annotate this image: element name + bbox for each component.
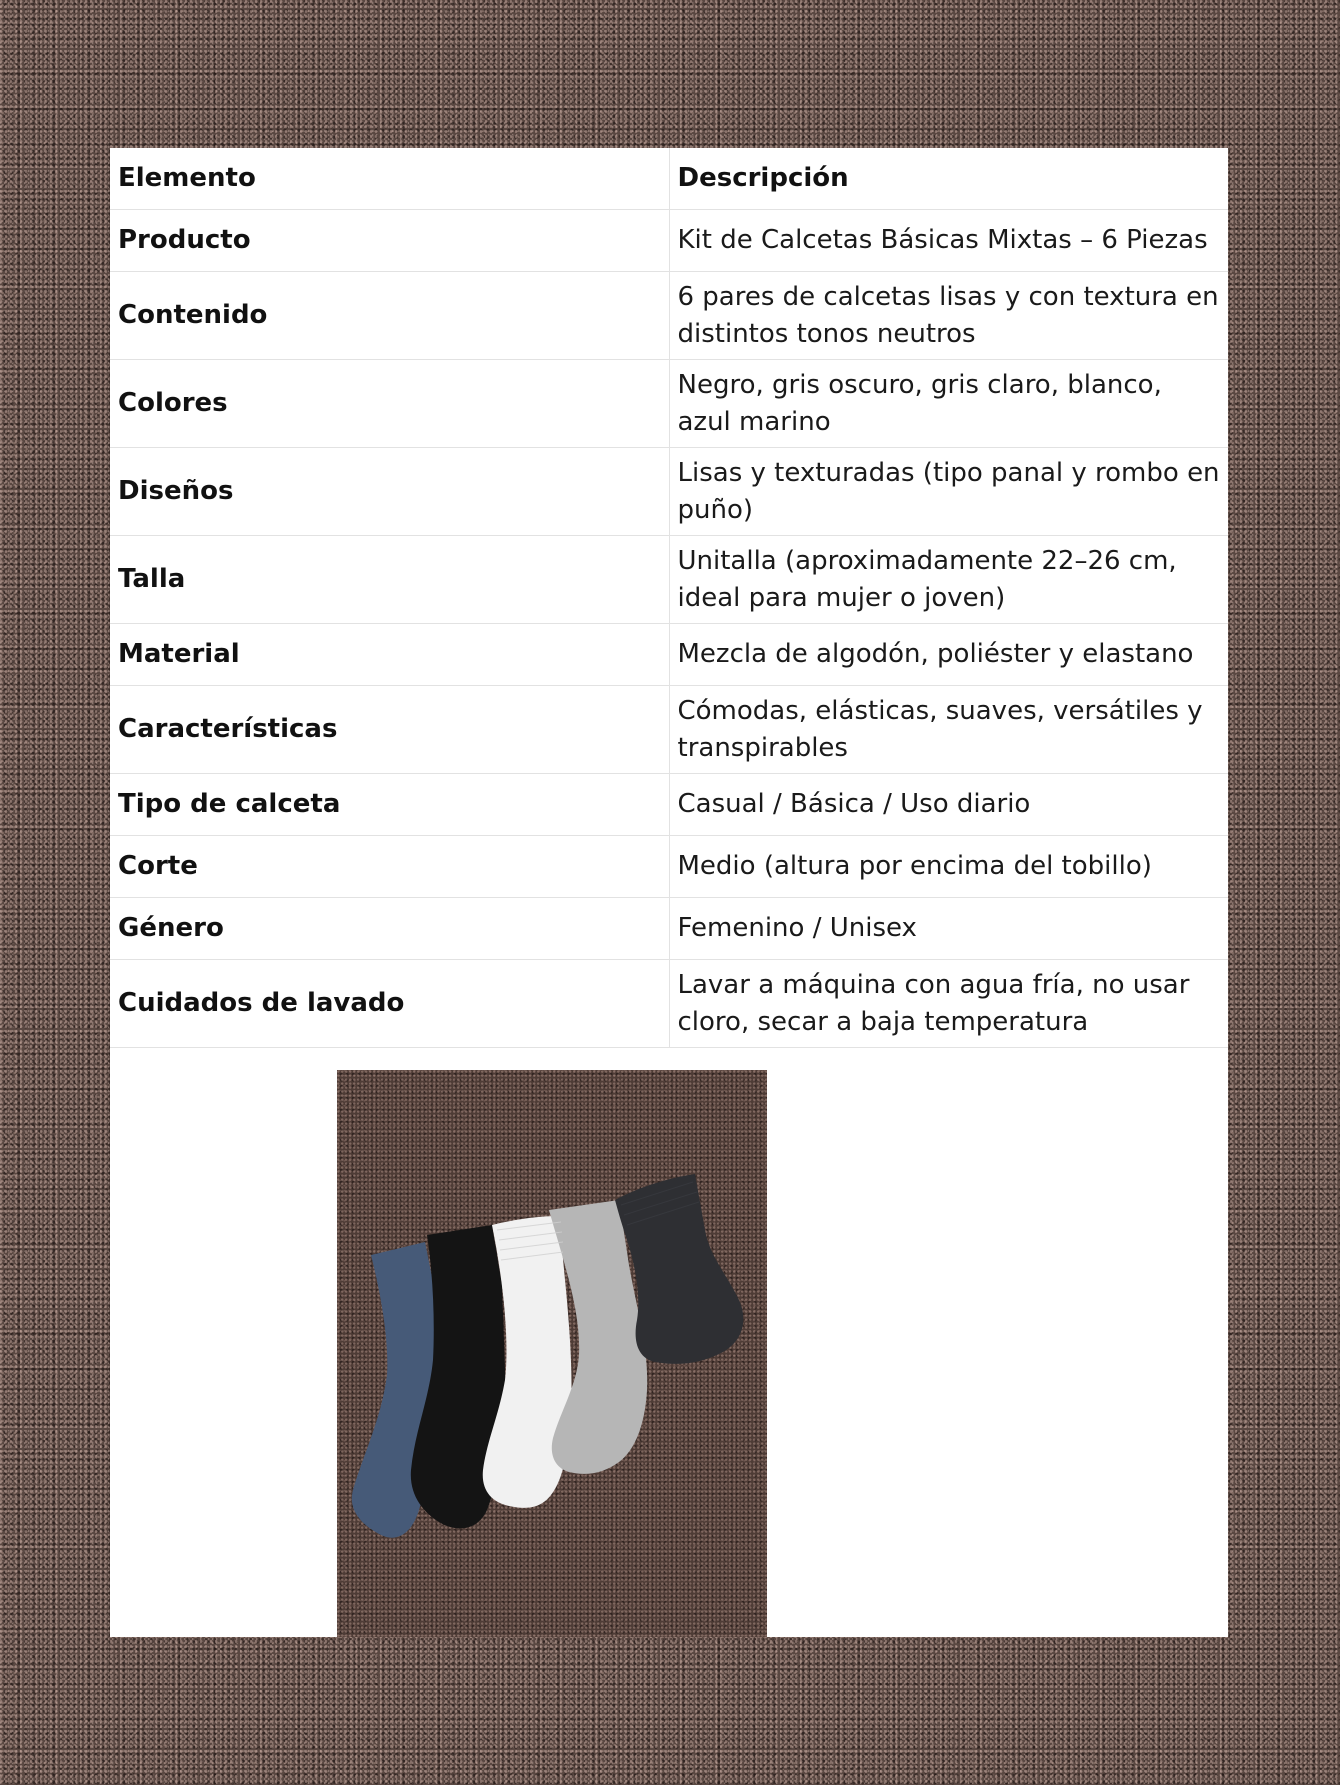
table-row xyxy=(110,960,1228,1048)
row-key: Género xyxy=(110,898,669,960)
row-value: Lavar a máquina con agua fría, no usar cloro, secar a baja temperatura xyxy=(669,960,1228,1048)
row-key: Tipo de calceta xyxy=(110,774,669,836)
table-row xyxy=(110,272,1228,360)
table-row xyxy=(110,360,1228,448)
row-value: Negro, gris oscuro, gris claro, blanco, azul marino xyxy=(669,360,1228,448)
row-key: Características xyxy=(110,686,669,774)
row-key: Colores xyxy=(110,360,669,448)
row-value: Lisas y texturadas (tipo panal y rombo en puño) xyxy=(669,448,1228,536)
table-row xyxy=(110,836,1228,898)
table-row xyxy=(110,624,1228,686)
row-key: Material xyxy=(110,624,669,686)
row-key: Talla xyxy=(110,536,669,624)
row-value: Mezcla de algodón, poliéster y elastano xyxy=(669,624,1228,686)
row-value: Femenino / Unisex xyxy=(669,898,1228,960)
row-value: 6 pares de calcetas lisas y con textura en distintos tonos neutros xyxy=(669,272,1228,360)
row-value: Cómodas, elásticas, suaves, versátiles y transpirables xyxy=(669,686,1228,774)
row-key: Corte xyxy=(110,836,669,898)
product-photo xyxy=(337,1070,767,1637)
row-value: Medio (altura por encima del tobillo) xyxy=(669,836,1228,898)
table-row xyxy=(110,210,1228,272)
table-header-row xyxy=(110,148,1228,210)
table-row xyxy=(110,774,1228,836)
row-key: Cuidados de lavado xyxy=(110,960,669,1048)
row-key: Diseños xyxy=(110,448,669,536)
table-row xyxy=(110,898,1228,960)
table-row xyxy=(110,448,1228,536)
row-value: Casual / Básica / Uso diario xyxy=(669,774,1228,836)
socks-illustration xyxy=(337,1070,767,1637)
spec-sheet xyxy=(110,148,1228,1637)
table-row xyxy=(110,686,1228,774)
row-key: Contenido xyxy=(110,272,669,360)
row-value: Kit de Calcetas Básicas Mixtas – 6 Piezas xyxy=(669,210,1228,272)
row-key: Producto xyxy=(110,210,669,272)
header-value: Descripción xyxy=(669,148,1228,210)
spec-table xyxy=(110,148,1228,1048)
row-value: Unitalla (aproximadamente 22–26 cm, ideal para mujer o joven) xyxy=(669,536,1228,624)
header-key: Elemento xyxy=(110,148,669,210)
table-row xyxy=(110,536,1228,624)
